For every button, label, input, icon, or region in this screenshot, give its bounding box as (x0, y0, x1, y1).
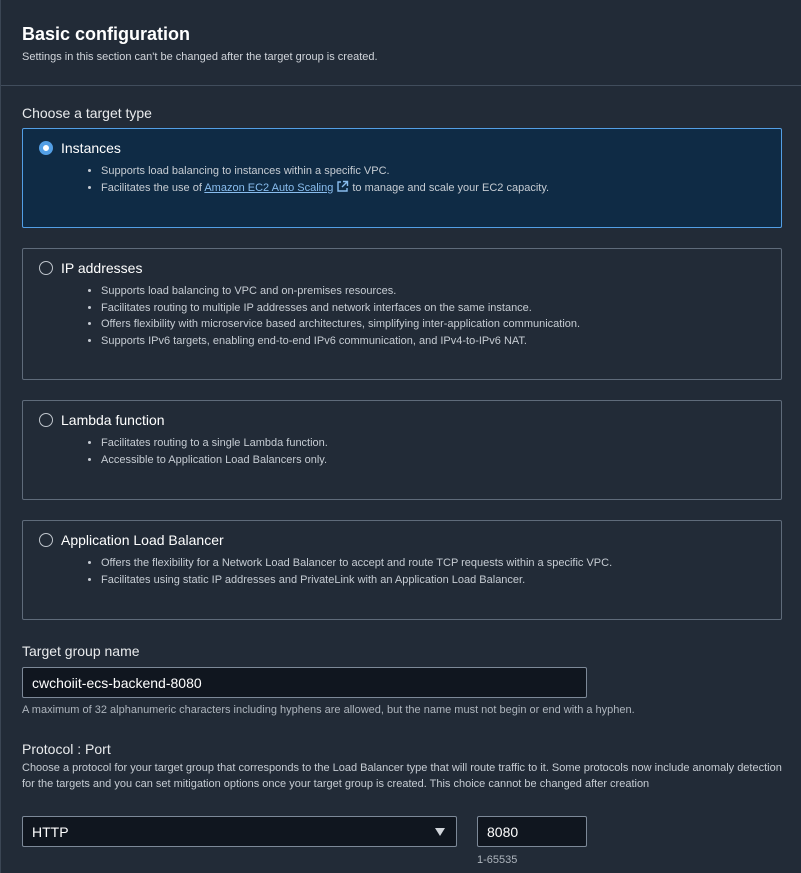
protocol-select-value: HTTP (32, 824, 69, 840)
radio-button[interactable] (39, 261, 53, 275)
target-type-label: Choose a target type (22, 105, 152, 121)
bullet-item: • Facilitates routing to multiple IP addresses and network interfaces on the same instance. (101, 300, 781, 317)
caret-down-icon (435, 828, 445, 836)
target-type-option-ip-addresses[interactable] (22, 248, 782, 380)
protocol-port-description: Choose a protocol for your target group that corresponds to the Load Balancer type that will route traffic to it. Some protocols now include anomaly detection for the targets and you can set mitigation options once your target group is created. This choice cannot be changed after creation (22, 762, 782, 790)
target-type-option-instances[interactable] (22, 128, 782, 228)
option-bullets (87, 283, 781, 349)
radio-button-selected[interactable] (39, 141, 53, 155)
option-bullets (87, 163, 781, 198)
target-group-name-input[interactable] (22, 667, 587, 698)
bullet-item: • Facilitates using static IP addresses and PrivateLink with an Application Load Balancer. (101, 572, 781, 589)
bullet-item: • Accessible to Application Load Balancers only. (101, 452, 781, 469)
port-input[interactable] (477, 816, 587, 847)
bullet-text: Facilitates the use of (101, 181, 202, 194)
bullet-item: • Offers flexibility with microservice based architectures, simplifying inter-application communication. (101, 316, 781, 333)
section-header (1, 0, 801, 86)
bullet-item: • Offers the flexibility for a Network Load Balancer to accept and route TCP requests within a specific VPC. (101, 555, 781, 572)
target-group-name-hint: A maximum of 32 alphanumeric characters including hyphens are allowed, but the name must not begin or end with a hyphen. (22, 704, 635, 716)
target-type-option-application-load-balancer[interactable] (22, 520, 782, 620)
radio-button[interactable] (39, 413, 53, 427)
section-subtitle: Settings in this section can't be changed after the target group is created. (22, 51, 378, 63)
option-title: Application Load Balancer (61, 532, 224, 548)
external-link-icon[interactable] (336, 180, 349, 199)
option-title: Instances (61, 140, 121, 156)
protocol-select[interactable] (22, 816, 457, 847)
bullet-item: • Supports load balancing to VPC and on-premises resources. (101, 283, 781, 300)
section-title: Basic configuration (22, 24, 191, 44)
bullet-text: to manage and scale your EC2 capacity. (352, 181, 550, 194)
option-bullets (87, 555, 781, 588)
protocol-port-label: Protocol : Port (22, 741, 111, 757)
option-title: Lambda function (61, 412, 165, 428)
port-range-hint: 1-65535 (477, 854, 518, 866)
option-bullets (87, 435, 781, 468)
radio-button[interactable] (39, 533, 53, 547)
bullet-item: • Supports IPv6 targets, enabling end-to-end IPv6 communication, and IPv4-to-IPv6 NAT. (101, 333, 781, 350)
option-title: IP addresses (61, 260, 143, 276)
bullet-item: • Facilitates routing to a single Lambda function. (101, 435, 781, 452)
target-group-name-label: Target group name (22, 643, 140, 659)
bullet-item (101, 180, 781, 199)
target-type-option-lambda-function[interactable] (22, 400, 782, 500)
bullet-item: • Supports load balancing to instances within a specific VPC. (101, 163, 781, 180)
ec2-auto-scaling-link[interactable]: Amazon EC2 Auto Scaling (204, 181, 334, 194)
